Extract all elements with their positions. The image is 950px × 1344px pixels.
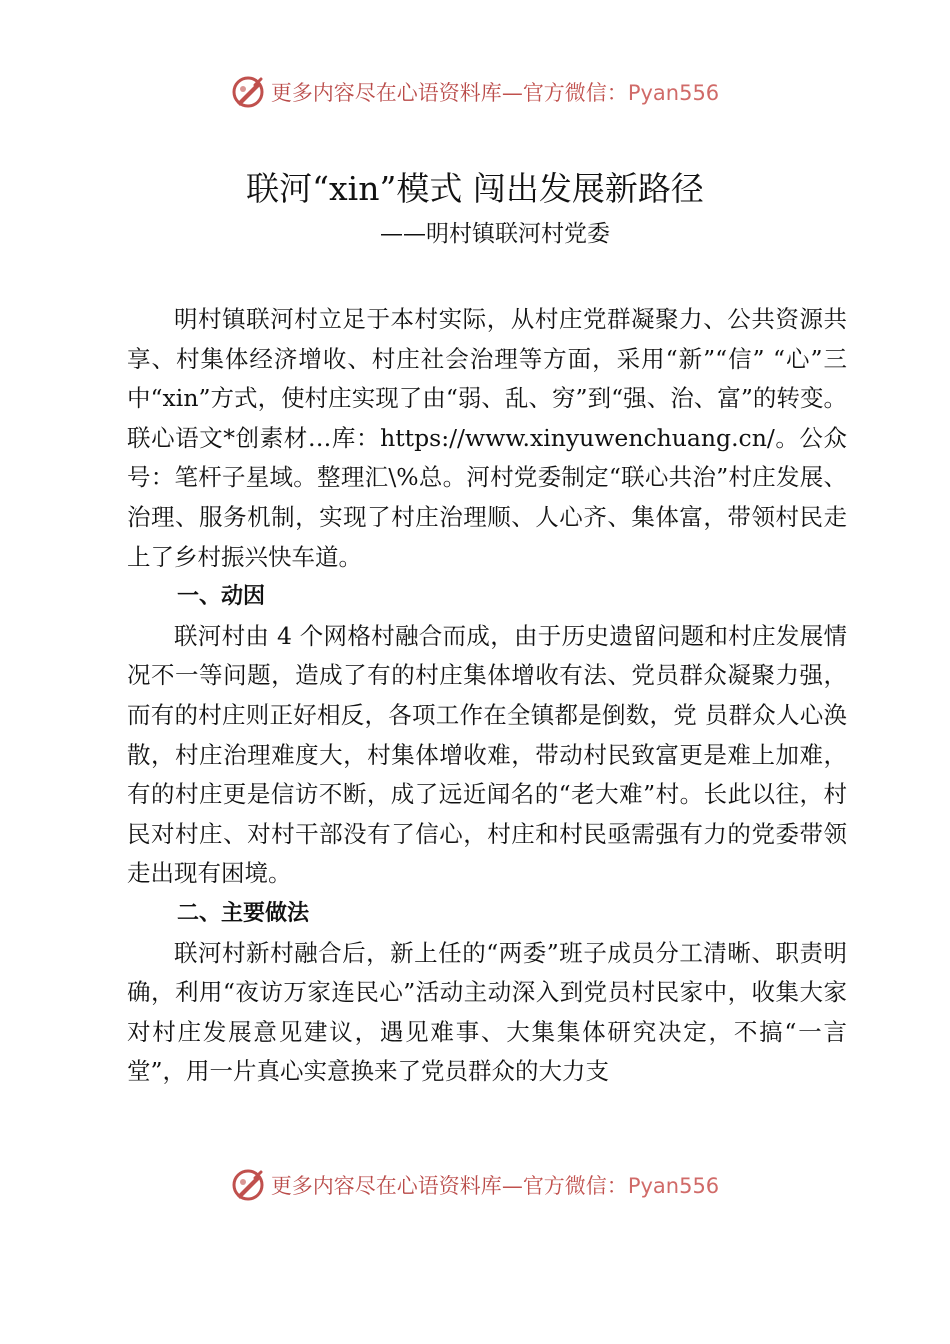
- document-body: [127, 300, 847, 1092]
- section-heading-2: 二、主要做法: [177, 900, 310, 926]
- pen-circle-logo-icon: [231, 1168, 265, 1202]
- footer-banner: [0, 1165, 950, 1205]
- banner-wechat-label: 官方微信：: [522, 81, 628, 105]
- banner-text: [271, 77, 719, 107]
- section-paragraph-2: 联河村新村融合后，新上任的“两委”班子成员分工清晰、职责明确，利用“夜访万家连民心”活动主动深入到党员村民家中，收集大家对村庄发展意见建议，遇见难事、大集集体研究决定，不搞“一言堂”，用一片真心实意换来了党员群众的大力支: [127, 938, 847, 1086]
- section-heading-1: 一、动因: [177, 584, 266, 610]
- banner-dash: —: [501, 1174, 523, 1198]
- header-banner: [0, 72, 950, 112]
- pen-circle-logo-icon: [231, 75, 265, 109]
- banner-main-text: 更多内容尽在心语资料库: [270, 1174, 502, 1198]
- document-title: 联河“xin”模式 闯出发展新路径: [246, 169, 704, 208]
- banner-dash: —: [501, 81, 523, 105]
- banner-text: [271, 1170, 719, 1200]
- document-subtitle: ——明村镇联河村党委: [380, 221, 610, 247]
- banner-main-text: 更多内容尽在心语资料库: [270, 81, 502, 105]
- banner-wechat-id: Pyan556: [627, 81, 720, 105]
- banner-wechat-id: Pyan556: [627, 1174, 720, 1198]
- banner-wechat-label: 官方微信：: [522, 1174, 628, 1198]
- section-paragraph-1: 联河村由 4 个网格村融合而成，由于历史遗留问题和村庄发展情况不一等问题，造成了有的村庄集体增收有法、党员群众凝聚力强，而有的村庄则正好相反，各项工作在全镇都是倒数，党 员群众人心涣散，村庄治理难度大，村集体增收难，带动村民致富更是难上加难，有的村庄更是信访不断，成了远近闻名的“老大难”村。长此以往，村民对村庄、对村干部没有了信心，村庄和村民亟需强有力的党委带领走出现有困境。: [127, 621, 847, 888]
- intro-paragraph: 明村镇联河村立足于本村实际，从村庄党群凝聚力、公共资源共享、村集体经济增收、村庄社会治理等方面，采用“新”“信” “心”三中“xin”方式，使村庄实现了由“弱、乱、穷”到“强、治、富”的转变。联心语文*创素材…库：https://www.xinyuwenchuang.cn/。公众号：笔杆子星域。整理汇\%总。河村党委制定“联心共治”村庄发展、治理、服务机制，实现了村庄治理顺、人心齐、集体富，带领村民走上了乡村振兴快车道。: [127, 305, 847, 571]
